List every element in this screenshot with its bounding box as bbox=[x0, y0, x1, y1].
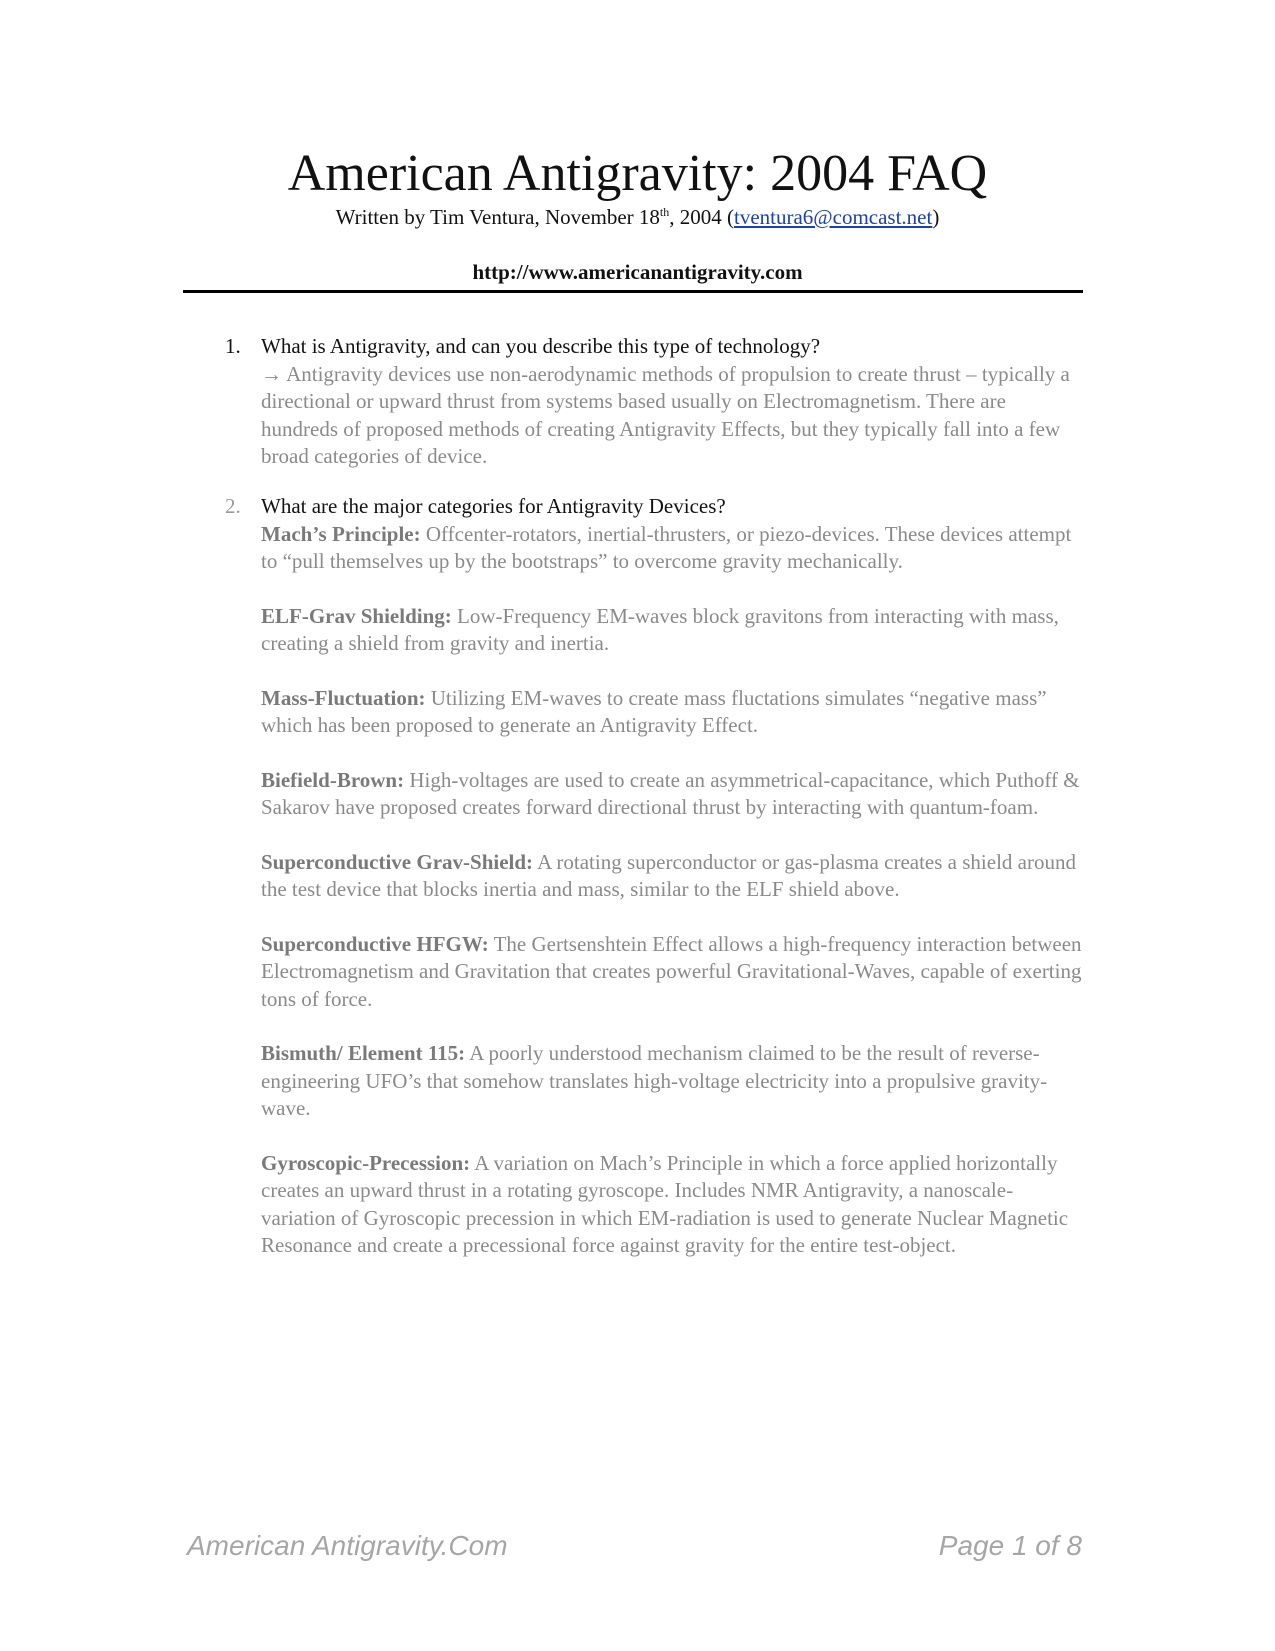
category-text: The Gertsenshtein Effect allows a high-frequency interaction between Electromagnetism and Gravitation that creates powerful Gravitational-Waves, capable of exerting tons of force. bbox=[261, 931, 1082, 1011]
category-text: Utilizing EM-waves to create mass fluctations simulates “negative mass” which has been proposed to generate an Antigravity Effect. bbox=[261, 685, 1047, 737]
category-text: Offcenter-rotators, inertial-thrusters, or piezo-devices. These devices attempt to “pull themselves up by the bootstraps” to overcome gravity mechanically. bbox=[261, 521, 1072, 573]
header-divider bbox=[183, 290, 1083, 293]
category-biefield-brown bbox=[261, 767, 1085, 822]
category-text: Low-Frequency EM-waves block gravitons from interacting with mass, creating a shield from gravity and inertia. bbox=[261, 603, 1059, 655]
byline bbox=[0, 205, 1275, 230]
category-machs-principle bbox=[261, 521, 1085, 576]
category-gyroscopic-precession bbox=[261, 1150, 1085, 1260]
question-text: What are the major categories for Antigravity Devices? bbox=[261, 494, 726, 518]
byline-prefix: Written by Tim Ventura, November 18 bbox=[335, 205, 660, 229]
category-superconductive-hfgw bbox=[261, 931, 1085, 1014]
category-text: A rotating superconductor or gas-plasma creates a shield around the test device that blocks inertia and mass, similar to the ELF shield above. bbox=[261, 849, 1076, 901]
footer-page-number: Page 1 of 8 bbox=[938, 1530, 1082, 1561]
category-term: Superconductive HFGW: bbox=[261, 931, 489, 956]
answer-text bbox=[261, 361, 1085, 471]
arrow-icon: → bbox=[261, 361, 282, 386]
category-term: Gyroscopic-Precession: bbox=[261, 1150, 471, 1175]
faq-item-2 bbox=[225, 493, 1085, 1260]
category-term: Mass-Fluctuation: bbox=[261, 685, 426, 710]
byline-superscript: th bbox=[659, 205, 670, 219]
category-text: A poorly understood mechanism claimed to be the result of reverse-engineering UFO’s that somehow translates high-voltage electricity into a propulsive gravity-wave. bbox=[261, 1041, 1048, 1120]
category-superconductive-grav-shield bbox=[261, 849, 1085, 904]
byline-suffix: , 2004 ( bbox=[669, 205, 734, 229]
document-title: American Antigravity: 2004 FAQ bbox=[287, 145, 988, 202]
answer-body: Antigravity devices use non-aerodynamic methods of propulsion to create thrust – typically a directional or upward thrust from systems based usually on Electromagnetism. There are hundreds of proposed methods of creating Antigravity Effects, but they typically fall into a few broad categories of device. bbox=[261, 361, 1070, 468]
category-term: Superconductive Grav-Shield: bbox=[261, 849, 534, 874]
category-elf-grav-shielding bbox=[261, 603, 1085, 658]
category-term: Bismuth/ Element 115: bbox=[261, 1041, 466, 1065]
footer-site-name: American Antigravity.Com bbox=[187, 1530, 508, 1561]
question-text: What is Antigravity, and can you describe this type of technology? bbox=[261, 334, 821, 358]
category-term: Biefield-Brown: bbox=[261, 767, 405, 792]
website-url: http://www.americanantigravity.com bbox=[472, 260, 803, 284]
question-number: 2. bbox=[225, 494, 241, 518]
category-term: Mach’s Principle: bbox=[261, 521, 421, 546]
category-mass-fluctuation bbox=[261, 685, 1085, 740]
category-text: High-voltages are used to create an asymmetrical-capacitance, which Puthoff & Sakarov have proposed creates forward directional thrust by interacting with quantum-foam. bbox=[261, 767, 1080, 819]
category-bismuth-element-115 bbox=[261, 1040, 1085, 1123]
category-text: A variation on Mach’s Principle in which a force applied horizontally creates an upward thrust in a rotating gyroscope. Includes NMR Antigravity, a nanoscale-variation of Gyroscopic precession in which EM-radiation is used to generate Nuclear Magnetic Resonance and create a precessional force against gravity for the entire test-object. bbox=[261, 1150, 1069, 1257]
question-number: 1. bbox=[225, 334, 241, 358]
faq-item-1 bbox=[225, 333, 1085, 471]
category-term: ELF-Grav Shielding: bbox=[261, 603, 452, 628]
byline-close: ) bbox=[932, 205, 940, 229]
email-link[interactable]: tventura6@comcast.net bbox=[733, 205, 933, 229]
